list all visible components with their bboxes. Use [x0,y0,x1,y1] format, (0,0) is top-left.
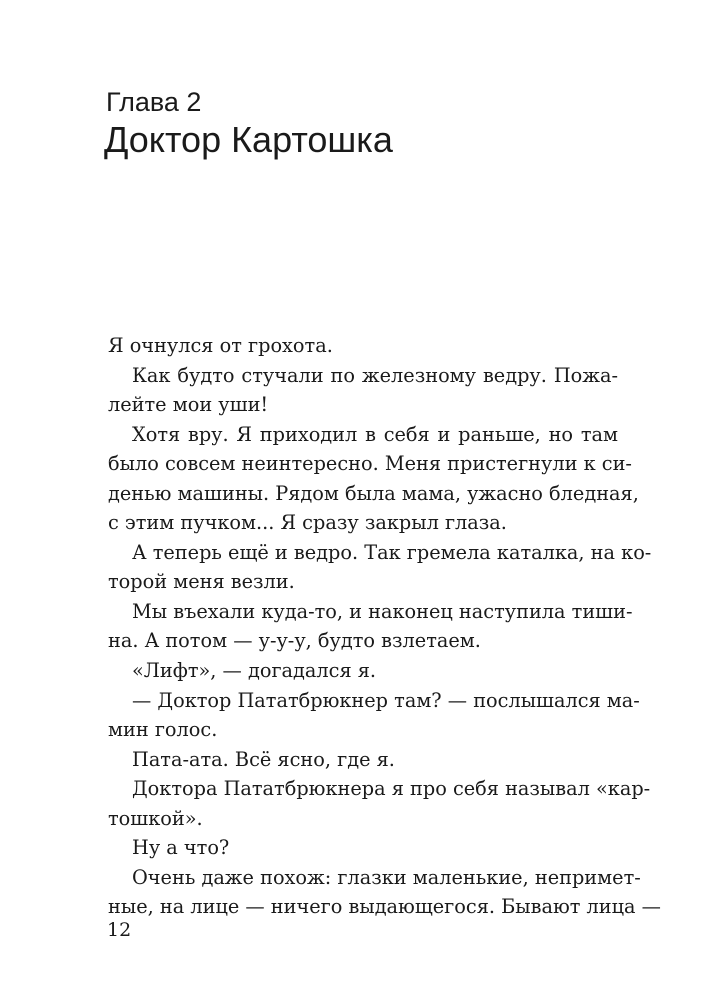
text-line: А теперь ещё и ведро. Так гремела каталка, на ко- [132,540,652,564]
text-line: лейте мои уши! [108,393,269,417]
text-line: Пата-ата. Всё ясно, где я. [132,747,395,771]
text-line: Очень даже похож: глазки маленькие, непримет- [132,865,641,889]
chapter-title: Доктор Картошка [104,119,393,160]
text-line: Я очнулся от грохота. [108,334,333,357]
text-line: торой меня везли. [108,570,295,594]
text-line: Как будто стучали по железному ведру. Пожа- [132,363,618,387]
text-line: Ну а что? [132,836,230,860]
text-line: Хотя вру. Я приходил в себя и раньше, но там [132,422,618,446]
text-line: — Доктор Пататбрюкнер там? — послышался ма- [132,688,640,712]
text-line: на. А потом — у-у-у, будто взлетаем. [108,629,481,653]
chapter-label: Глава 2 [106,87,202,117]
text-line: было совсем неинтересно. Меня пристегнули к си- [108,452,632,476]
text-line: денью машины. Рядом была мама, ужасно бледная, [108,481,639,505]
text-line: «Лифт», — догадался я. [132,659,377,683]
text-line: тошкой». [108,806,203,830]
page-number: 12 [107,919,132,941]
text-line: с этим пучком... Я сразу закрыл глаза. [108,511,507,535]
text-line: Мы въехали куда-то, и наконец наступила тиши- [132,599,633,623]
text-line: мин голос. [108,718,218,742]
text-line: Доктора Пататбрюкнера я про себя называл «кар- [132,777,651,801]
chapter-body-text [108,331,661,922]
text-line: ные, на лице — ничего выдающегося. Бывают лица — [108,895,661,919]
